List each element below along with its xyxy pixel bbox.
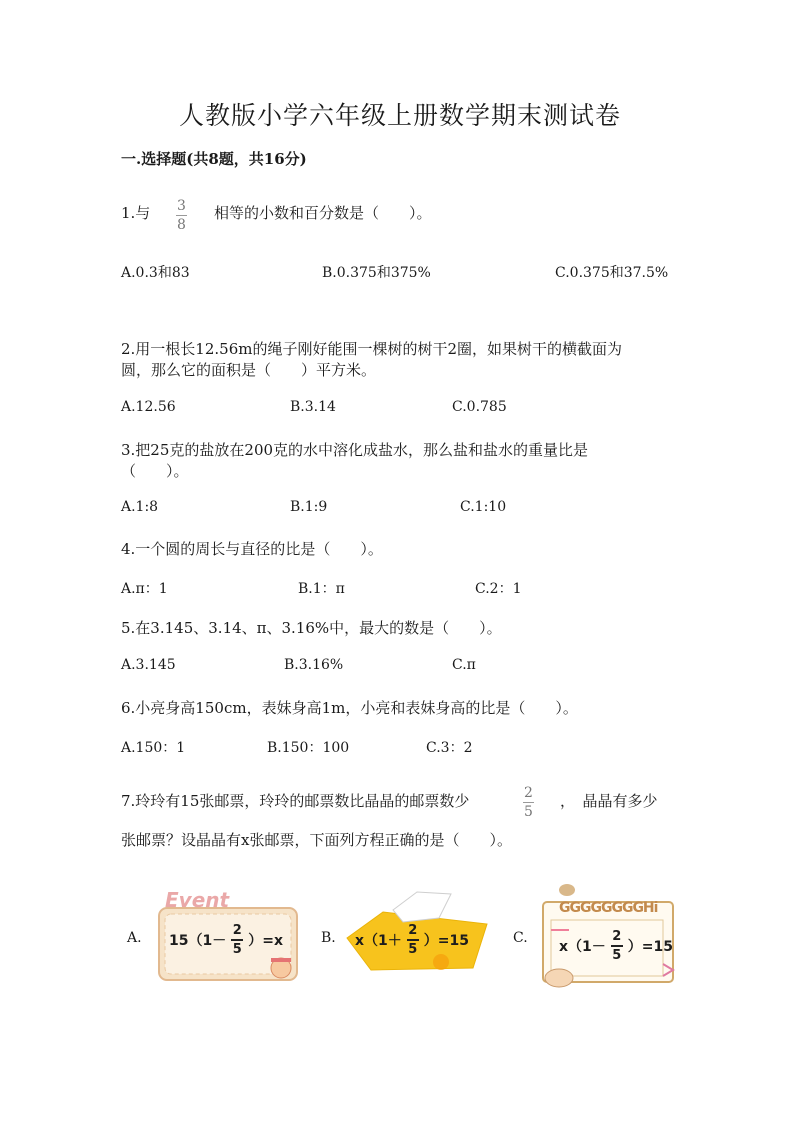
- option-4c[interactable]: C.2：1: [475, 581, 522, 597]
- option-1c[interactable]: C.0.375和37.5%: [555, 265, 669, 281]
- option-3c[interactable]: C.1:10: [460, 499, 507, 515]
- option-3b[interactable]: B.1:9: [290, 499, 328, 515]
- option-7b[interactable]: [321, 888, 501, 988]
- option-5a[interactable]: A.3.145: [121, 657, 176, 673]
- option-7c-equation: [559, 930, 673, 962]
- option-1a[interactable]: A.0.3和83: [121, 265, 190, 281]
- equation-left: x（1＋: [355, 933, 402, 949]
- option-3a[interactable]: A.1:8: [121, 499, 159, 515]
- question-4: 4.一个圆的周长与直径的比是（ ）。: [121, 540, 383, 558]
- question-1-suffix: 相等的小数和百分数是（ ）。: [214, 204, 432, 222]
- question-1: [121, 202, 150, 223]
- sticker-deco-text: Event: [165, 888, 230, 912]
- option-2c[interactable]: C.0.785: [452, 399, 507, 415]
- option-6a[interactable]: A.150：1: [121, 740, 186, 756]
- sticker-deco-text: GGGGGGGGHi: [559, 900, 658, 916]
- equation-right: ）=x: [248, 933, 283, 949]
- option-7b-label: B.: [321, 930, 336, 946]
- question-7-line-1-end: ， 晶晶有多少: [560, 792, 658, 810]
- question-3-line-2: （ ）。: [121, 462, 189, 480]
- equation-left: x（1－: [559, 939, 606, 955]
- equation-denominator: 5: [232, 942, 242, 957]
- option-1b[interactable]: B.0.375和375%: [322, 265, 431, 281]
- option-7a-label: A.: [127, 930, 142, 946]
- option-7c[interactable]: [513, 880, 693, 995]
- option-5c[interactable]: C.π: [452, 657, 476, 673]
- fraction-numerator: 3: [177, 198, 186, 214]
- option-7b-equation: [355, 924, 469, 956]
- question-7-line-1: 7.玲玲有15张邮票，玲玲的邮票数比晶晶的邮票数少: [121, 792, 470, 810]
- equation-right: ）=15: [627, 939, 673, 955]
- question-5: 5.在3.145、3.14、π、3.16%中，最大的数是（ ）。: [121, 619, 502, 637]
- equation-numerator: 2: [612, 929, 622, 944]
- equation-denominator: 5: [612, 948, 622, 963]
- option-5b[interactable]: B.3.16%: [284, 657, 344, 673]
- equation-numerator: 2: [408, 923, 418, 938]
- option-6c[interactable]: C.3：2: [426, 740, 473, 756]
- equation-right: ）=15: [423, 933, 469, 949]
- option-7c-label: C.: [513, 930, 528, 946]
- fraction-denominator: 5: [524, 804, 533, 820]
- option-4b[interactable]: B.1：π: [298, 581, 345, 597]
- option-7a[interactable]: [121, 888, 301, 988]
- fraction-denominator: 8: [177, 217, 186, 233]
- question-1-fraction: [176, 195, 187, 232]
- question-2-line-1: 2.用一根长12.56m的绳子刚好能围一棵树的树干2圈，如果树干的横截面为: [121, 340, 623, 358]
- option-2a[interactable]: A.12.56: [121, 399, 176, 415]
- page-title: 人教版小学六年级上册数学期末测试卷: [178, 101, 621, 130]
- equation-numerator: 2: [232, 923, 242, 938]
- question-6: 6.小亮身高150cm，表妹身高1m，小亮和表妹身高的比是（ ）。: [121, 699, 578, 717]
- question-2-line-2: 圆，那么它的面积是（ ）平方米。: [121, 361, 377, 379]
- option-2b[interactable]: B.3.14: [290, 399, 336, 415]
- equation-left: 15（1－: [169, 933, 227, 949]
- option-4a[interactable]: A.π：1: [121, 581, 168, 597]
- question-7-fraction: [523, 782, 534, 819]
- equation-denominator: 5: [408, 942, 418, 957]
- question-3-line-1: 3.把25克的盐放在200克的水中溶化成盐水，那么盐和盐水的重量比是: [121, 441, 589, 459]
- question-1-prefix: 1.与: [121, 204, 151, 222]
- option-7a-equation: [169, 924, 283, 956]
- fraction-numerator: 2: [524, 785, 533, 801]
- option-6b[interactable]: B.150：100: [267, 740, 350, 756]
- section-heading: 一.选择题(共8题，共16分): [121, 150, 307, 168]
- question-7-line-2: 张邮票？设晶晶有x张邮票，下面列方程正确的是（ ）。: [121, 831, 512, 849]
